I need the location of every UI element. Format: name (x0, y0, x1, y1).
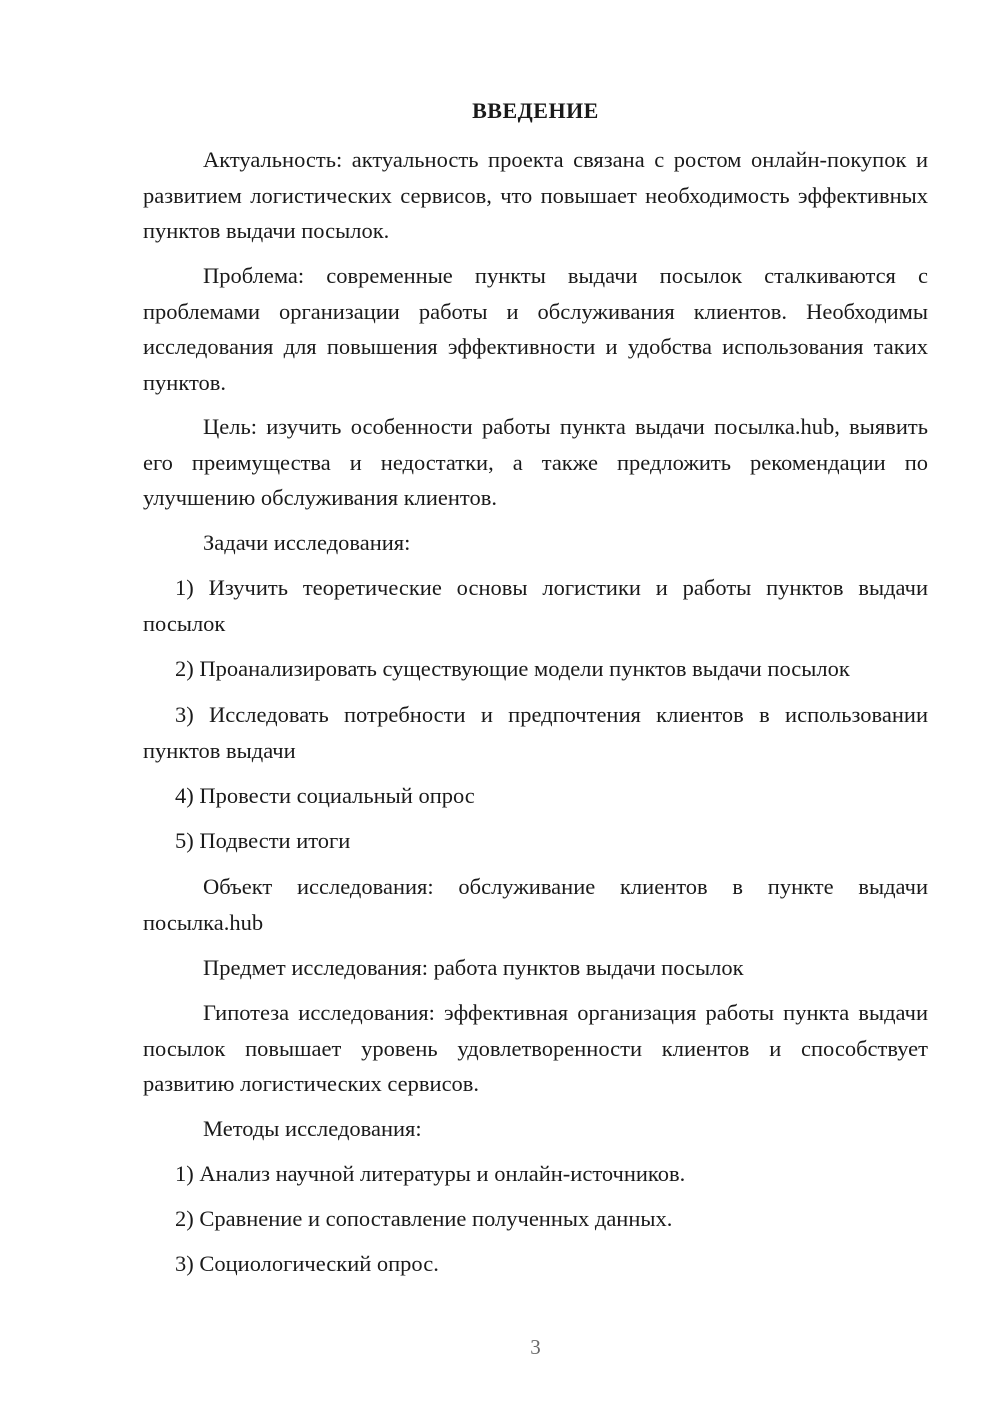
task-item-3: 3) Исследовать потребности и предпочтения клиентов в использовании пунктов выдачи (143, 702, 928, 763)
object-paragraph: Объект исследования: обслуживание клиентов в пункте выдачи посылка.hub (143, 874, 928, 935)
subject-paragraph: Предмет исследования: работа пунктов выдачи посылок (203, 955, 744, 980)
method-item-1: 1) Анализ научной литературы и онлайн-источников. (175, 1161, 686, 1186)
task-item-2: 2) Проанализировать существующие модели пунктов выдачи посылок (175, 656, 850, 681)
problem-paragraph: Проблема: современные пункты выдачи посылок сталкиваются с проблемами организации работы и обслуживания клиентов. Необходимы исследования для повышения эффективности и удобства использования таких пунктов. (143, 263, 928, 395)
methods-heading: Методы исследования: (203, 1116, 422, 1141)
page-number: 3 (530, 1335, 541, 1359)
relevance-paragraph: Актуальность: актуальность проекта связана с ростом онлайн-покупок и развитием логистических сервисов, что повышает необходимость эффективных пунктов выдачи посылок. (143, 147, 928, 243)
section-title: ВВЕДЕНИЕ (472, 98, 599, 123)
hypothesis-paragraph: Гипотеза исследования: эффективная организация работы пункта выдачи посылок повышает уровень удовлетворенности клиентов и способствует развитию логистических сервисов. (143, 1000, 928, 1096)
method-item-3: 3) Социологический опрос. (175, 1251, 439, 1276)
method-item-2: 2) Сравнение и сопоставление полученных данных. (175, 1206, 673, 1231)
task-item-5: 5) Подвести итоги (175, 828, 351, 853)
goal-paragraph: Цель: изучить особенности работы пункта выдачи посылка.hub, выявить его преимущества и недостатки, а также предложить рекомендации по улучшению обслуживания клиентов. (143, 414, 928, 510)
task-item-1: 1) Изучить теоретические основы логистики и работы пунктов выдачи посылок (143, 575, 928, 636)
tasks-heading: Задачи исследования: (203, 530, 411, 555)
task-item-4: 4) Провести социальный опрос (175, 783, 475, 808)
